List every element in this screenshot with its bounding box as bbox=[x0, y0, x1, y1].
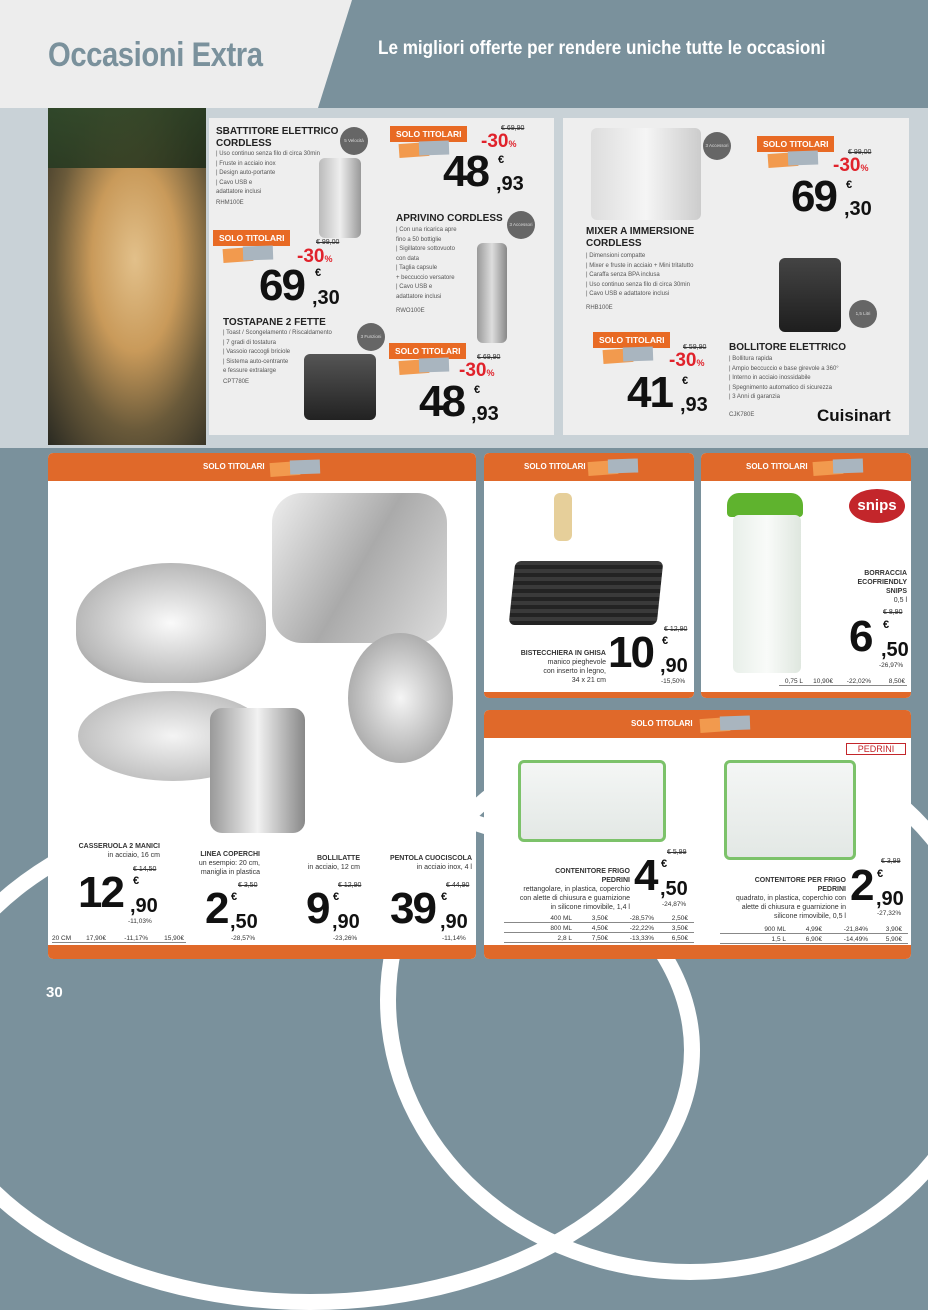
card-footer bbox=[701, 692, 911, 698]
euro-sign: € bbox=[662, 635, 669, 647]
product-code: CJK780E bbox=[729, 412, 755, 418]
product-title: MIXER A IMMERSIONE CORDLESS bbox=[586, 226, 695, 249]
price-decimal: ,50 bbox=[881, 639, 909, 661]
card-header: SOLO TITOLARI bbox=[701, 453, 911, 481]
page-title: Occasioni Extra bbox=[48, 36, 263, 74]
old-price: € 3,99 bbox=[881, 858, 901, 865]
feature-badge: 1,5 Litri bbox=[849, 300, 877, 328]
cuisinart-panel-right bbox=[563, 118, 909, 435]
card-header: SOLO TITOLARI bbox=[484, 710, 911, 738]
feature-badge: 3 Funzioni bbox=[357, 323, 385, 351]
variant-row: 1,5 L 6,90€ -14,49% 5,90€ bbox=[720, 936, 908, 944]
discount-label: -30% bbox=[297, 246, 333, 267]
discount-percent: -11,14% bbox=[442, 935, 466, 942]
price-integer: 2 bbox=[850, 861, 873, 910]
grill-card bbox=[484, 453, 694, 698]
variant-row: 0,75 L 10,90€ -22,02% 8,50€ bbox=[779, 678, 907, 686]
old-price: € 69,90 bbox=[501, 125, 525, 132]
product-label: BISTECCHIERA IN GHISA manico pieghevole con inserto in legno, 34 x 21 cm bbox=[520, 650, 606, 684]
square-container-image bbox=[724, 760, 856, 860]
solo-titolari-badge: SOLO TITOLARI bbox=[593, 332, 670, 348]
solo-titolari-badge: SOLO TITOLARI bbox=[390, 126, 467, 142]
price-integer: 9 bbox=[306, 884, 329, 933]
loyalty-cards-icon bbox=[588, 459, 640, 475]
price-integer: 41 bbox=[627, 368, 672, 417]
product-title: BOLLITORE ELETTRICO bbox=[729, 342, 847, 353]
price-decimal: ,93 bbox=[471, 403, 499, 425]
product-code: RHM100E bbox=[216, 200, 244, 206]
discount-percent: -23,26% bbox=[333, 935, 358, 942]
loyalty-cards-icon bbox=[603, 347, 655, 363]
variant-row: 400 ML 3,50€ -28,57% 2,50€ bbox=[504, 915, 694, 923]
euro-sign: € bbox=[133, 875, 140, 887]
euro-sign: € bbox=[846, 179, 853, 191]
grill-pan-image bbox=[509, 561, 664, 625]
price-integer: 2 bbox=[205, 884, 228, 933]
old-price: € 69,90 bbox=[477, 354, 501, 361]
card-footer bbox=[48, 945, 476, 959]
price-integer: 10 bbox=[608, 628, 653, 677]
old-price: € 59,90 bbox=[683, 344, 707, 351]
price-decimal: ,93 bbox=[496, 173, 524, 195]
old-price: € 3,50 bbox=[238, 882, 258, 889]
price-decimal: ,50 bbox=[230, 911, 258, 933]
price-decimal: ,90 bbox=[130, 895, 158, 917]
old-price: € 5,99 bbox=[667, 849, 687, 856]
euro-sign: € bbox=[441, 891, 448, 903]
price-integer: 69 bbox=[791, 172, 836, 221]
loyalty-cards-icon bbox=[223, 246, 275, 262]
product-label: LINEA COPERCHI un esempio: 20 cm, maniglia in plastica bbox=[198, 851, 260, 876]
feature-list: | Dimensioni compatte | Mixer e fruste in acciaio + Mini tritatutto | Caraffa senza BPA inclusa | Uso continuo senza filo di circa 30min | Cavo USB e adattatore inclusi bbox=[586, 253, 694, 297]
product-label: BORRACCIA ECOFRIENDLY SNIPS 0,5 l bbox=[857, 570, 907, 604]
price-integer: 4 bbox=[634, 851, 657, 900]
euro-sign: € bbox=[231, 891, 238, 903]
feature-list: | Con una ricarica apre fino a 50 bottiglie | Sigillatore sottovuoto con data | Taglia capsule + beccuccio versatore | Cavo USB e adattatore inclusi bbox=[396, 227, 457, 300]
price-integer: 48 bbox=[419, 377, 464, 426]
feature-list: | Toast / Scongelamento / Riscaldamento | 7 gradi di tostatura | Vassoio raccogli briciole | Sistema auto-centrante e fessure extralarge bbox=[223, 330, 332, 374]
price-decimal: ,90 bbox=[440, 911, 468, 933]
bottle-cap-image bbox=[727, 493, 803, 517]
discount-percent: -24,87% bbox=[662, 901, 687, 908]
price-integer: 48 bbox=[443, 147, 488, 196]
rectangular-container-image bbox=[518, 760, 666, 842]
solo-titolari-badge: SOLO TITOLARI bbox=[389, 343, 466, 359]
old-price: € 12,90 bbox=[338, 882, 362, 889]
bottle-image bbox=[733, 515, 801, 673]
euro-sign: € bbox=[661, 858, 668, 870]
milk-pot-image bbox=[210, 708, 305, 833]
variant-row: 20 CM 17,90€ -11,17% 15,90€ bbox=[52, 935, 184, 942]
old-price: € 99,00 bbox=[316, 239, 340, 246]
variant-row: 900 ML 4,99€ -21,84% 3,90€ bbox=[720, 926, 908, 934]
loyalty-cards-icon bbox=[700, 716, 752, 732]
kettle-image bbox=[779, 258, 841, 332]
old-price: € 12,90 bbox=[664, 626, 688, 633]
euro-sign: € bbox=[682, 375, 689, 387]
loyalty-cards-icon bbox=[813, 459, 865, 475]
page-number: 30 bbox=[46, 984, 63, 1001]
feature-list: | Bollitura rapida | Ampio beccuccio e base girevole a 360° | Interno in acciaio inossidabile | Spegnimento automatico di sicurezza | 3 Anni di garanzia bbox=[729, 356, 839, 400]
page-subtitle: Le migliori offerte per rendere uniche tutte le occasioni bbox=[378, 38, 826, 59]
wine-opener-image bbox=[477, 243, 507, 343]
snips-logo: snips bbox=[849, 489, 905, 523]
card-header: SOLO TITOLARI bbox=[484, 453, 694, 481]
price-decimal: ,90 bbox=[660, 655, 688, 677]
product-label: BOLLILATTE in acciaio, 12 cm bbox=[307, 855, 360, 871]
solo-titolari-badge: SOLO TITOLARI bbox=[757, 136, 834, 152]
pedrini-logo: PEDRINI bbox=[846, 743, 906, 755]
card-footer bbox=[484, 945, 911, 959]
feature-badge: 3 Accessori bbox=[703, 132, 731, 160]
feature-badge: 5 Velocità bbox=[340, 127, 368, 155]
product-title: SBATTITORE ELETTRICO CORDLESS bbox=[216, 126, 339, 149]
containers-card bbox=[484, 710, 911, 959]
variant-row: 800 ML 4,50€ -22,22% 3,50€ bbox=[504, 925, 694, 933]
discount-label: -30% bbox=[833, 155, 869, 176]
card-header: SOLO TITOLARI bbox=[48, 453, 476, 481]
focaccia-photo bbox=[48, 108, 206, 445]
discount-label: -30% bbox=[481, 131, 517, 152]
loyalty-cards-icon bbox=[768, 151, 820, 167]
euro-sign: € bbox=[498, 154, 505, 166]
old-price: € 99,00 bbox=[848, 149, 872, 156]
product-label: CONTENITORE FRIGO PEDRINI rettangolare, in plastica, coperchio con alette di chiusura e guarnizione in silicone rimovibile, 1,4 l bbox=[519, 868, 630, 911]
product-title: TOSTAPANE 2 FETTE bbox=[223, 317, 326, 328]
price-decimal: ,90 bbox=[876, 888, 904, 910]
price-integer: 39 bbox=[390, 884, 435, 933]
discount-percent: -15,50% bbox=[661, 678, 686, 685]
lid-image bbox=[348, 633, 453, 763]
price-integer: 12 bbox=[78, 868, 123, 917]
loyalty-cards-icon bbox=[270, 460, 322, 476]
immersion-mixer-image bbox=[591, 128, 701, 220]
grill-handle-image bbox=[554, 493, 572, 541]
bottle-card bbox=[701, 453, 911, 698]
feature-badge: 3 Accessori bbox=[507, 211, 535, 239]
discount-percent: -26,97% bbox=[879, 662, 904, 669]
euro-sign: € bbox=[883, 619, 890, 631]
product-label: PENTOLA CUOCISCOLA in acciaio inox, 4 l bbox=[389, 855, 472, 871]
price-decimal: ,50 bbox=[660, 878, 688, 900]
price-integer: 69 bbox=[259, 261, 304, 310]
discount-percent: -11,03% bbox=[128, 918, 152, 925]
old-price: € 8,90 bbox=[883, 609, 903, 616]
loyalty-cards-icon bbox=[399, 358, 451, 374]
product-code: CPT780E bbox=[223, 379, 250, 385]
variant-row: 2,8 L 7,50€ -13,33% 6,50€ bbox=[504, 935, 694, 943]
hand-mixer-image bbox=[319, 158, 361, 238]
discount-label: -30% bbox=[459, 360, 495, 381]
feature-list: | Uso continuo senza filo di circa 30min | Fruste in acciaio inox | Design auto-portante | Cavo USB e adattatore inclusi bbox=[216, 151, 320, 195]
old-price: € 44,90 bbox=[446, 882, 470, 889]
pasta-pot-image bbox=[272, 493, 447, 643]
euro-sign: € bbox=[315, 267, 322, 279]
pots-card bbox=[48, 453, 476, 959]
price-decimal: ,30 bbox=[312, 287, 340, 309]
euro-sign: € bbox=[333, 891, 340, 903]
toaster-image bbox=[304, 354, 376, 420]
price-decimal: ,90 bbox=[332, 911, 360, 933]
discount-percent: -28,57% bbox=[231, 935, 256, 942]
discount-percent: -27,32% bbox=[877, 910, 902, 917]
solo-titolari-badge: SOLO TITOLARI bbox=[213, 230, 290, 246]
product-code: RWO100E bbox=[396, 308, 425, 314]
product-title: APRIVINO CORDLESS bbox=[396, 213, 503, 224]
euro-sign: € bbox=[877, 868, 884, 880]
discount-label: -30% bbox=[669, 350, 705, 371]
euro-sign: € bbox=[474, 384, 481, 396]
product-label: CASSERUOLA 2 MANICI in acciaio, 16 cm bbox=[78, 843, 160, 859]
product-label: CONTENITORE PER FRIGO PEDRINI quadrato, in plastica, coperchio con alette di chiusura e guarnizione in silicone rimovibile, 0,5 l bbox=[735, 877, 846, 920]
casserole-image bbox=[76, 563, 266, 683]
old-price: € 14,50 bbox=[133, 866, 157, 873]
product-code: RHB100E bbox=[586, 305, 613, 311]
cuisinart-panel-left bbox=[209, 118, 554, 435]
cuisinart-logo: Cuisinart bbox=[817, 406, 891, 425]
price-decimal: ,93 bbox=[680, 394, 708, 416]
card-footer bbox=[484, 692, 694, 698]
price-integer: 6 bbox=[849, 612, 872, 661]
price-decimal: ,30 bbox=[844, 198, 872, 220]
